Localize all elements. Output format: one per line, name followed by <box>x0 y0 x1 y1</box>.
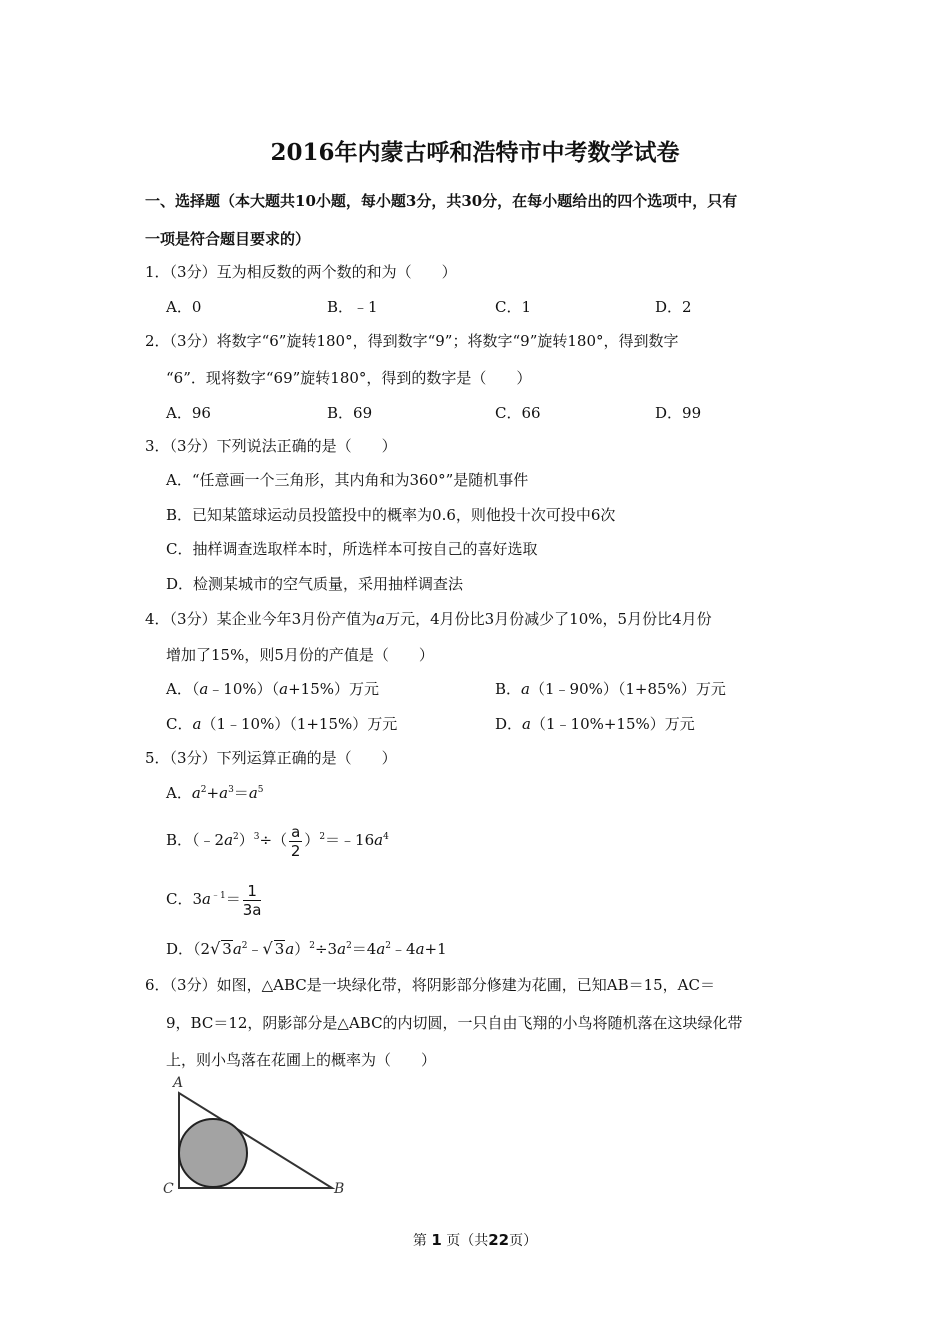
q4-option-d: D．a（1﹣10%+15%）万元 <box>495 715 695 733</box>
q5-option-b: B．$(﹣2a^2)^3\div$（ $\frac{a}{2}$ ）$^2=﹣16a^4$ <box>166 822 389 860</box>
q3-option-b: B．已知某篮球运动员投篮投中的概率为0.6，则他投十次可投中6次 <box>166 506 616 524</box>
q1-option-b: B．﹣1 <box>327 298 378 316</box>
q3-option-a: A．“任意画一个三角形，其内角和为360°”是随机事件 <box>166 471 529 489</box>
q3-option-c: C．抽样调查选取样本时，所选样本可按自己的喜好选取 <box>166 540 538 558</box>
q4-option-a: A．（a﹣10%）（a+15%）万元 <box>166 680 380 698</box>
question-3-stem: 3．（3分）下列说法正确的是（ ） <box>145 437 397 455</box>
triangle-figure <box>158 1072 358 1202</box>
question-4-line1: 4．（3分）某企业今年3月份产值为a万元，4月份比3月份减少了10%，5月份比4月份 <box>145 610 712 628</box>
question-5-stem: 5．（3分）下列运算正确的是（ ） <box>145 749 397 767</box>
vertex-label-a: A <box>173 1075 184 1091</box>
q3-option-d: D．检测某城市的空气质量，采用抽样调查法 <box>166 575 464 593</box>
vertex-label-c: C <box>163 1181 174 1197</box>
vertex-label-b: B <box>334 1181 345 1197</box>
q5-option-d: D．（2√ $3a^2﹣√$ $3a)^2\div 3a^2=4a^2﹣4a+1$ <box>166 939 447 958</box>
question-6-line1: 6．（3分）如图，△ABC是一块绿化带，将阴影部分修建为花圃，已知AB＝15，AC＝ <box>145 976 715 994</box>
question-2-line2: “6”．现将数字“69”旋转180°，得到的数字是（ ） <box>166 369 532 387</box>
q2-option-d: D．99 <box>655 404 702 422</box>
q5-option-c: C．$3a^{﹣1}=$ $\frac{1}{3a}$ <box>166 881 262 919</box>
question-1-stem: 1．（3分）互为相反数的两个数的和为（ ） <box>145 263 457 281</box>
question-6-line3: 上，则小鸟落在花圃上的概率为（ ） <box>166 1051 437 1069</box>
section-heading-line2: 一项是符合题目要求的） <box>145 230 311 248</box>
page-footer: 第 1 页（共22页） <box>412 1231 538 1249</box>
page-title: 2016年内蒙古呼和浩特市中考数学试卷 <box>270 139 680 166</box>
q2-option-a: A．96 <box>166 404 211 422</box>
q1-option-c: C．1 <box>495 298 532 316</box>
fraction-1-over-3a: $\frac{1}{3a}$ <box>242 881 262 919</box>
q2-option-b: B．69 <box>327 404 373 422</box>
q4-option-c: C．a（1﹣10%）（1+15%）万元 <box>166 715 398 733</box>
question-4-line2: 增加了15%，则5月份的产值是（ ） <box>166 646 434 664</box>
q1-option-a: A．0 <box>166 298 202 316</box>
section-heading-line1: 一、选择题（本大题共10小题，每小题3分，共30分，在每小题给出的四个选项中，只有 <box>145 192 738 210</box>
question-2-line1: 2．（3分）将数字“6”旋转180°，得到数字“9”；将数字“9”旋转180°，得到数字 <box>145 332 679 350</box>
incircle <box>179 1119 247 1187</box>
question-6-line2: 9，BC＝12，阴影部分是△ABC的内切圆，一只自由飞翔的小鸟将随机落在这块绿化带 <box>166 1014 743 1032</box>
fraction-a-over-2: $\frac{a}{2}$ <box>290 822 301 860</box>
q5-option-a: A．$a^2+a^3=a^5$ <box>166 784 264 802</box>
q4-option-b: B．a（1﹣90%）（1+85%）万元 <box>495 680 726 698</box>
q1-option-d: D．2 <box>655 298 692 316</box>
q2-option-c: C．66 <box>495 404 541 422</box>
